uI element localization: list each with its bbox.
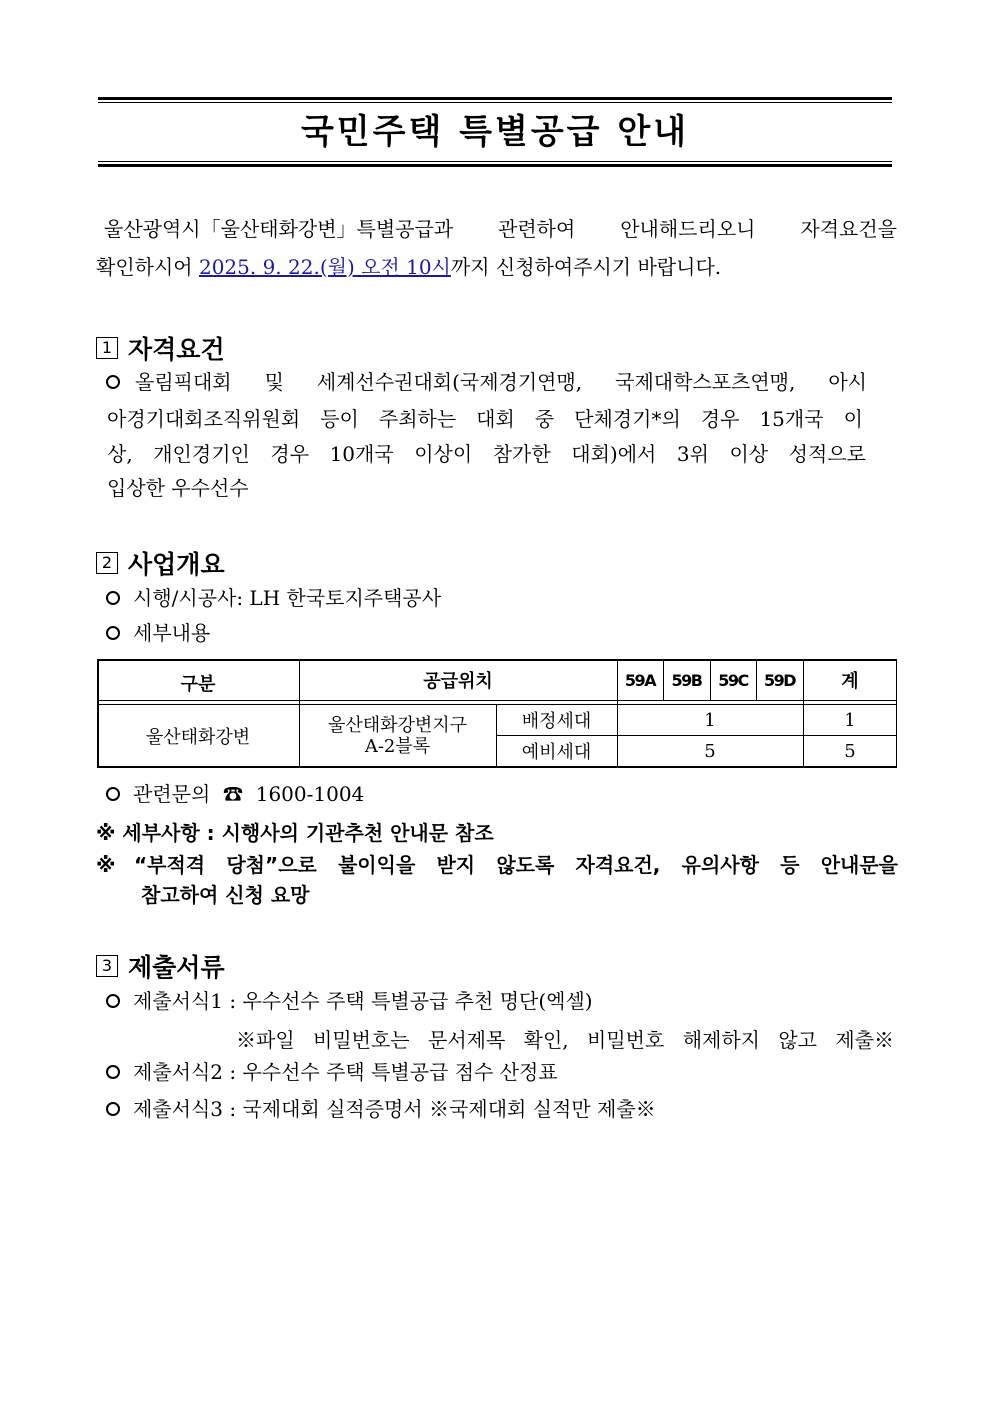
circle-bullet-icon [106, 994, 120, 1008]
note-warning-line-1 [134, 850, 898, 880]
doc-note-word: 제출※ [835, 1028, 894, 1052]
note-word: 자격요건, [575, 853, 661, 877]
phone-number: 1600-1004 [255, 782, 365, 806]
note-word: 않도록 [496, 853, 555, 877]
row-label-reserve: 예비세대 [521, 742, 592, 763]
qual-word: 중 [534, 407, 555, 431]
intro-line-1 [104, 215, 897, 243]
intro-prefix: 확인하시어 [96, 255, 199, 279]
document-item-3 [106, 1095, 656, 1123]
qual-word: 이 [843, 407, 863, 431]
circle-bullet-icon [106, 1102, 120, 1116]
location-cell [299, 705, 496, 767]
note-word: 유의사항 [681, 853, 759, 877]
builder-text: 시행/시공사: LH 한국토지주택공사 [133, 586, 442, 610]
location-line-1: 울산태화강변지구 [327, 715, 468, 736]
section-number: 2 [96, 552, 118, 574]
doc-note-word: 않고 [778, 1028, 817, 1052]
builder-item [106, 584, 441, 612]
header-type-59c: 59C [718, 670, 748, 690]
intro-word: 관련하여 [498, 217, 576, 241]
doc-note-word: 확인, [523, 1028, 569, 1052]
header-type-59a: 59A [624, 670, 656, 690]
circle-bullet-icon [106, 375, 120, 389]
qual-word: 15개국 [759, 407, 824, 431]
location-line-2: A-2블록 [364, 736, 431, 757]
details-label: 세부내용 [133, 621, 211, 645]
title-rule [98, 102, 892, 103]
row-total-reserve: 5 [844, 740, 856, 762]
qual-word: 세계선수권대회(국제경기연맹, [316, 370, 583, 394]
document-text: 제출서식1 : 우수선수 주택 특별공급 추천 명단(엑셀) [133, 989, 593, 1013]
header-category: 구분 [180, 674, 216, 695]
qual-word: 경우 [700, 407, 740, 431]
section-3-heading [96, 948, 225, 984]
note-warning-line-2: 참고하여 신청 요망 [141, 883, 310, 907]
qual-word: 아경기대회조직위원회 [107, 407, 301, 431]
section-number: 3 [96, 955, 118, 977]
section-number: 1 [96, 337, 118, 359]
qual-word: 대회)에서 [571, 442, 657, 466]
section-title: 사업개요 [128, 550, 225, 579]
section-1-heading [96, 330, 225, 366]
title-rule [98, 161, 892, 162]
qual-word: 10개국 [329, 442, 394, 466]
qual-word: 아시 [828, 370, 867, 394]
circle-bullet-icon [106, 591, 120, 605]
qual-word: 국제대학스포츠연맹, [615, 370, 796, 394]
title-rule [98, 97, 892, 100]
supply-table [97, 659, 897, 767]
intro-line-2 [96, 253, 721, 281]
qualification-line-3 [107, 440, 866, 468]
document-text: 제출서식2 : 우수선수 주택 특별공급 점수 산정표 [133, 1060, 558, 1084]
qual-word: 개인경기인 [153, 442, 250, 466]
note-word: 등 [780, 853, 800, 877]
section-title: 제출서류 [128, 953, 225, 982]
qual-word: 주최하는 [378, 407, 457, 431]
circle-bullet-icon [106, 787, 120, 801]
intro-suffix: 까지 신청하여주시기 바랍니다. [450, 255, 722, 279]
header-type-59d: 59D [763, 670, 796, 690]
qual-word: 올림픽대회 [135, 370, 232, 394]
intro-word: 자격요건을 [800, 217, 897, 241]
row-label-assigned: 배정세대 [521, 711, 592, 732]
doc-note-word: 비밀번호는 [313, 1028, 410, 1052]
document-text: 제출서식3 : 국제대회 실적증명서 ※국제대회 실적만 제출※ [133, 1097, 656, 1121]
note-word: 받지 [436, 853, 476, 877]
row-value-assigned: 1 [704, 709, 716, 731]
category-cell: 울산태화강변 [145, 727, 251, 748]
contact-item [106, 780, 364, 808]
qualification-line-1 [135, 368, 867, 396]
qual-word: 대회 [476, 407, 515, 431]
page-title: 국민주택 특별공급 안내 [300, 112, 690, 152]
note-word: 안내문을 [820, 853, 898, 877]
details-item [106, 619, 210, 647]
section-2-heading [96, 545, 225, 581]
qual-word: 경우 [270, 442, 310, 466]
section-title: 자격요건 [128, 335, 225, 364]
intro-word: 안내해드리오니 [620, 217, 756, 241]
document-item-1 [106, 987, 593, 1015]
doc-note-word: 비밀번호 [587, 1028, 665, 1052]
qual-word: 이상이 [414, 442, 473, 466]
qual-word: 3위 [676, 442, 709, 466]
row-total-assigned: 1 [844, 709, 856, 731]
qual-word: 참가한 [492, 442, 551, 466]
note-mark: ※ [96, 853, 116, 877]
circle-bullet-icon [106, 1065, 120, 1079]
qualification-line-2 [107, 405, 863, 433]
phone-icon: ☎ [223, 782, 243, 806]
doc-note-word: 해제하지 [682, 1028, 760, 1052]
qual-word: 상, [107, 442, 133, 466]
deadline: 2025. 9. 22.(월) 오전 10시 [198, 255, 451, 279]
qual-word: 등이 [320, 407, 359, 431]
note-word: 불이익을 [337, 853, 416, 877]
qual-word: 단체경기*의 [574, 407, 681, 431]
document-item-1-note [236, 1026, 894, 1054]
qualification-bullet [106, 368, 133, 396]
note-word: “부적격 [134, 853, 206, 877]
note-word: 당첨”으로 [226, 853, 317, 877]
qual-word: 성적으로 [788, 442, 866, 466]
note-details: ※ 세부사항 : 시행사의 기관추천 안내문 참조 [96, 821, 494, 845]
intro-word: 울산광역시「울산태화강변」특별공급과 [104, 217, 454, 241]
contact-label: 관련문의 [133, 782, 211, 806]
qual-word: 및 [264, 370, 284, 394]
doc-note-word: ※파일 [236, 1028, 295, 1052]
header-total: 계 [841, 671, 859, 692]
qual-word: 이상 [729, 442, 769, 466]
qualification-line-4: 입상한 우수선수 [107, 476, 249, 500]
header-location: 공급위치 [423, 671, 493, 692]
title-rule [98, 164, 892, 167]
document-item-2 [106, 1058, 558, 1086]
doc-note-word: 문서제목 [428, 1028, 506, 1052]
header-type-59b: 59B [671, 670, 702, 690]
circle-bullet-icon [106, 626, 120, 640]
row-value-reserve: 5 [704, 740, 716, 762]
